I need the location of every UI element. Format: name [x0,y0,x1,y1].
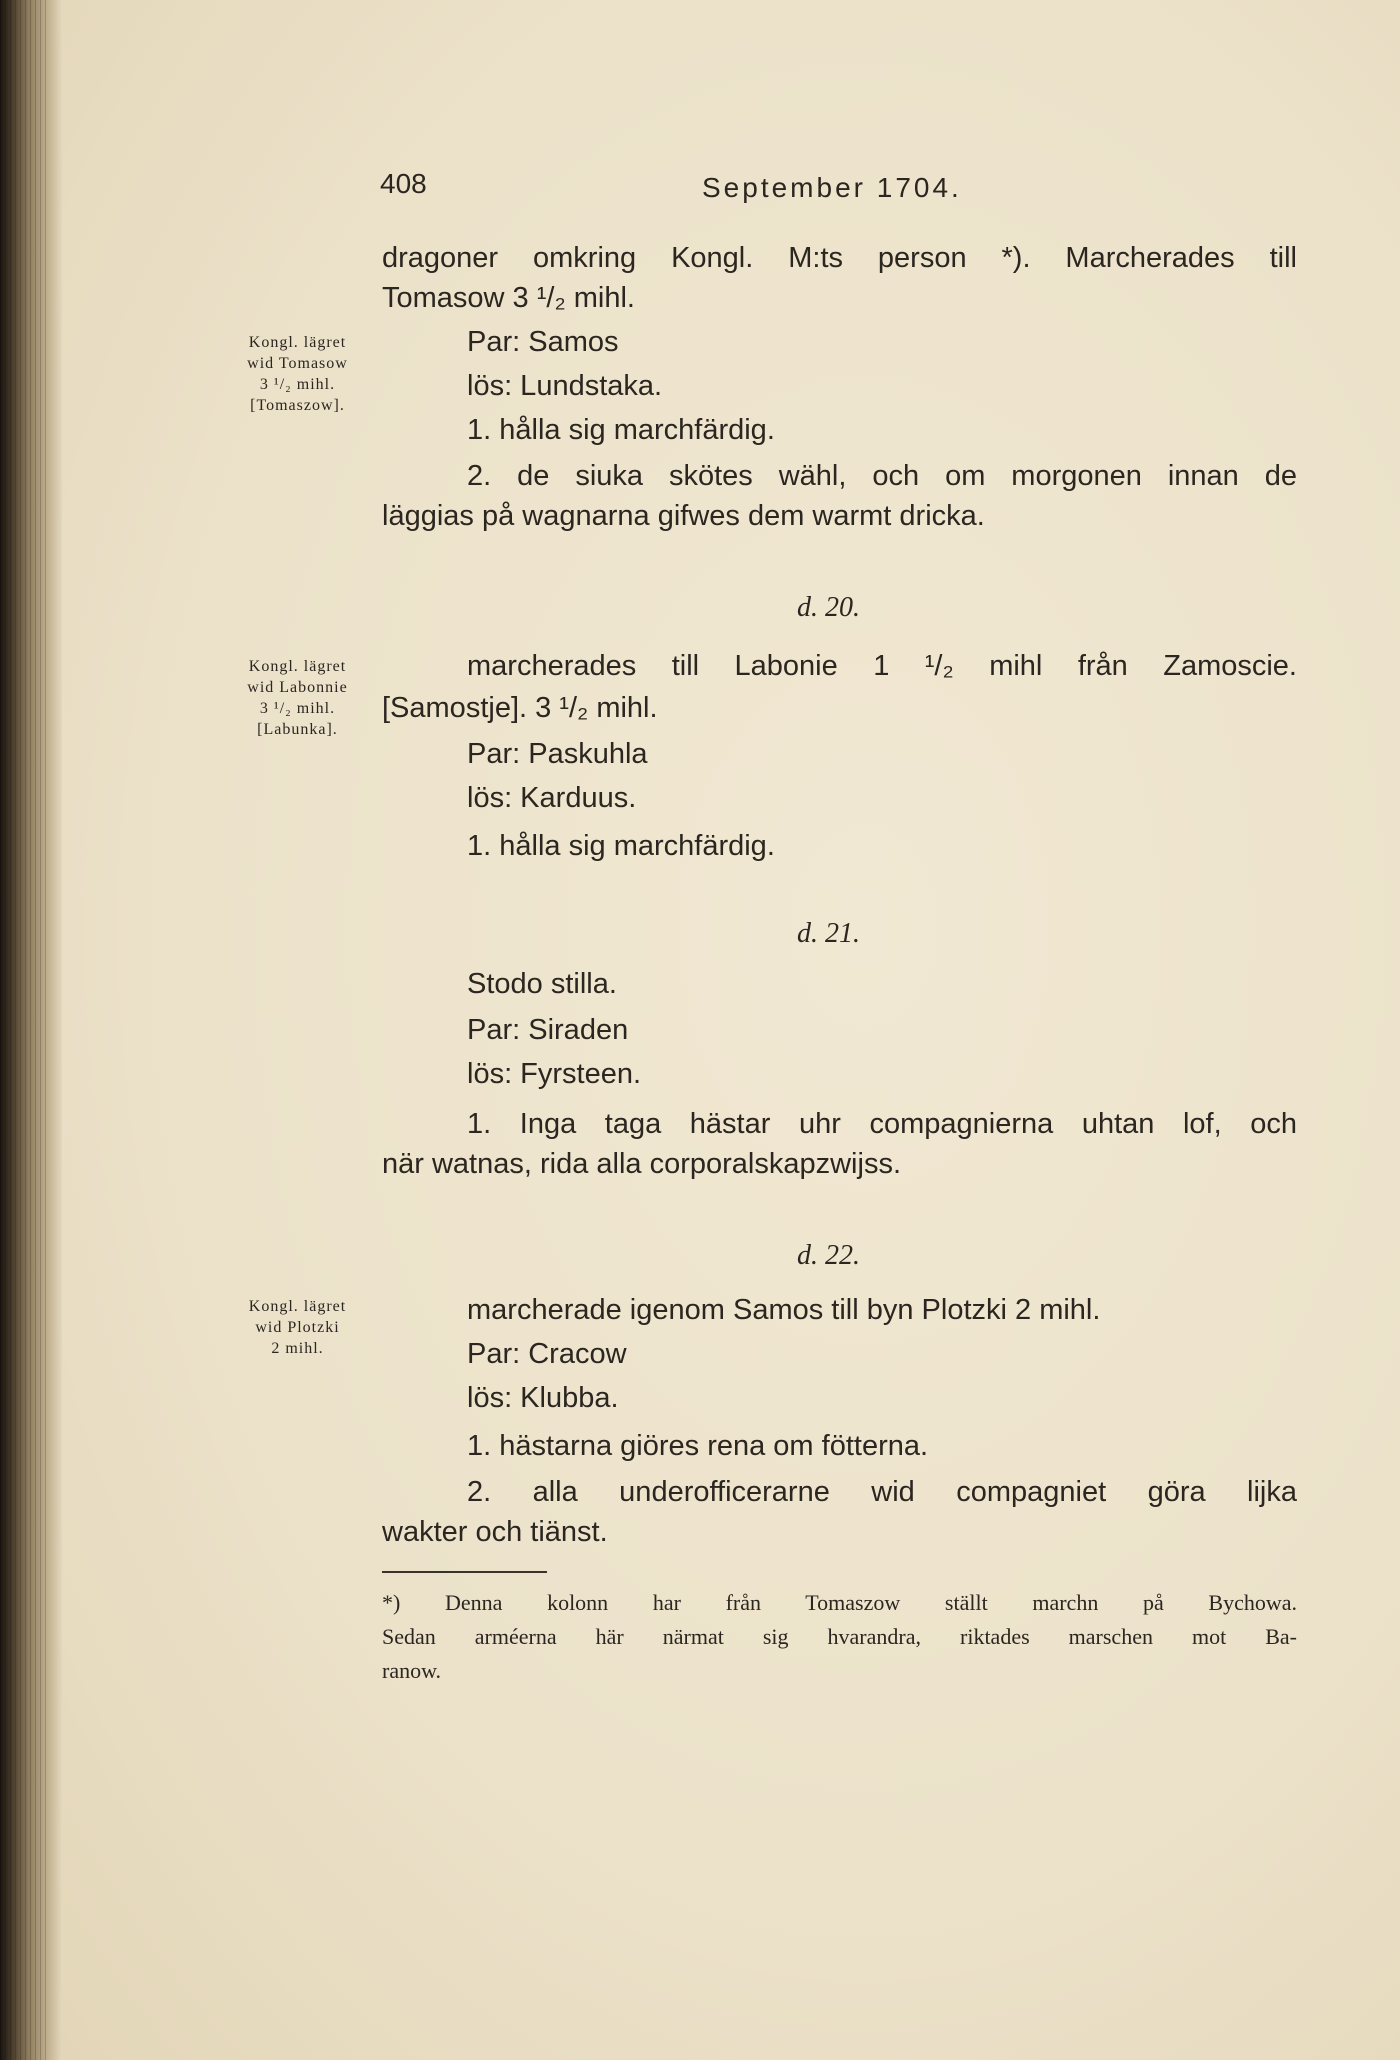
running-title: September 1704. [702,172,962,203]
margin-note-line: Kongl. lägret [248,334,347,351]
order-item: 1. Inga taga hästar uhr compagnierna uhtan lof, och [467,1108,1297,1140]
password-line: lös: Klubba. [467,1382,619,1414]
order-item: 1. hålla sig marchfärdig. [467,414,775,446]
order-item: 2. de siuka skötes wähl, och om morgonen innan de [467,460,1297,492]
margin-note-line: 3 ¹/₂ mihl. [259,376,336,393]
margin-note-plotzki [210,1296,385,1359]
parole-line: Par: Samos [467,326,619,358]
margin-note-tomasow [210,332,385,416]
password-line: lös: Karduus. [467,782,637,814]
binding-texture [0,0,50,2060]
footnote-line: *) Denna kolonn har från Tomaszow ställt marchn på Bychowa. [382,1590,1297,1615]
text-line: Tomasow 3 ¹/₂ mihl. [382,282,635,314]
parole-line: Par: Siraden [467,1014,629,1046]
footnote-line: ranow. [382,1658,442,1683]
parole-line: Par: Cracow [467,1338,627,1370]
margin-note-line: Kongl. lägret [248,1298,347,1315]
entry-date: d. 21. [797,918,860,949]
margin-note-line: [Labunka]. [257,721,338,738]
text-line: läggias på wagnarna gifwes dem warmt dricka. [382,500,985,532]
password-line: lös: Lundstaka. [467,370,663,402]
parole-line: Par: Paskuhla [467,738,648,770]
margin-note-line: 2 mihl. [271,1340,324,1357]
entry-date: d. 22. [797,1240,860,1271]
entry-date: d. 20. [797,592,860,623]
text-line: marcherades till Labonie 1 ¹/₂ mihl från Zamoscie. [467,650,1297,682]
margin-note-line: wid Tomasow [247,355,348,372]
order-item: 1. hästarna giöres rena om fötterna. [467,1430,929,1462]
text-line: Stodo stilla. [467,968,617,1000]
order-item: 2. alla underofficerarne wid compagniet göra lijka [467,1476,1297,1508]
text-line: [Samostje]. 3 ¹/₂ mihl. [382,692,658,724]
margin-note-line: wid Labonnie [247,679,348,696]
margin-note-line: 3 ¹/₂ mihl. [259,700,336,717]
text-line: wakter och tiänst. [382,1516,608,1548]
text-line: när watnas, rida alla corporalskapzwijss. [382,1148,901,1180]
margin-note-line: [Tomaszow]. [250,397,345,414]
margin-note-line: wid Plotzki [255,1319,340,1336]
text-line: marcherade igenom Samos till byn Plotzki 2 mihl. [467,1294,1101,1326]
margin-note-line: Kongl. lägret [248,658,347,675]
page-number: 408 [380,168,427,199]
text-line: dragoner omkring Kongl. M:ts person *). Marcherades till [382,242,1297,274]
running-head [380,168,980,208]
footnote-rule [382,1571,547,1573]
book-page [62,0,1400,2060]
margin-note-labonnie [210,656,385,740]
order-item: 1. hålla sig marchfärdig. [467,830,775,862]
password-line: lös: Fyrsteen. [467,1058,642,1090]
footnote-line: Sedan arméerna här närmat sig hvarandra, riktades marschen mot Ba- [382,1624,1297,1649]
